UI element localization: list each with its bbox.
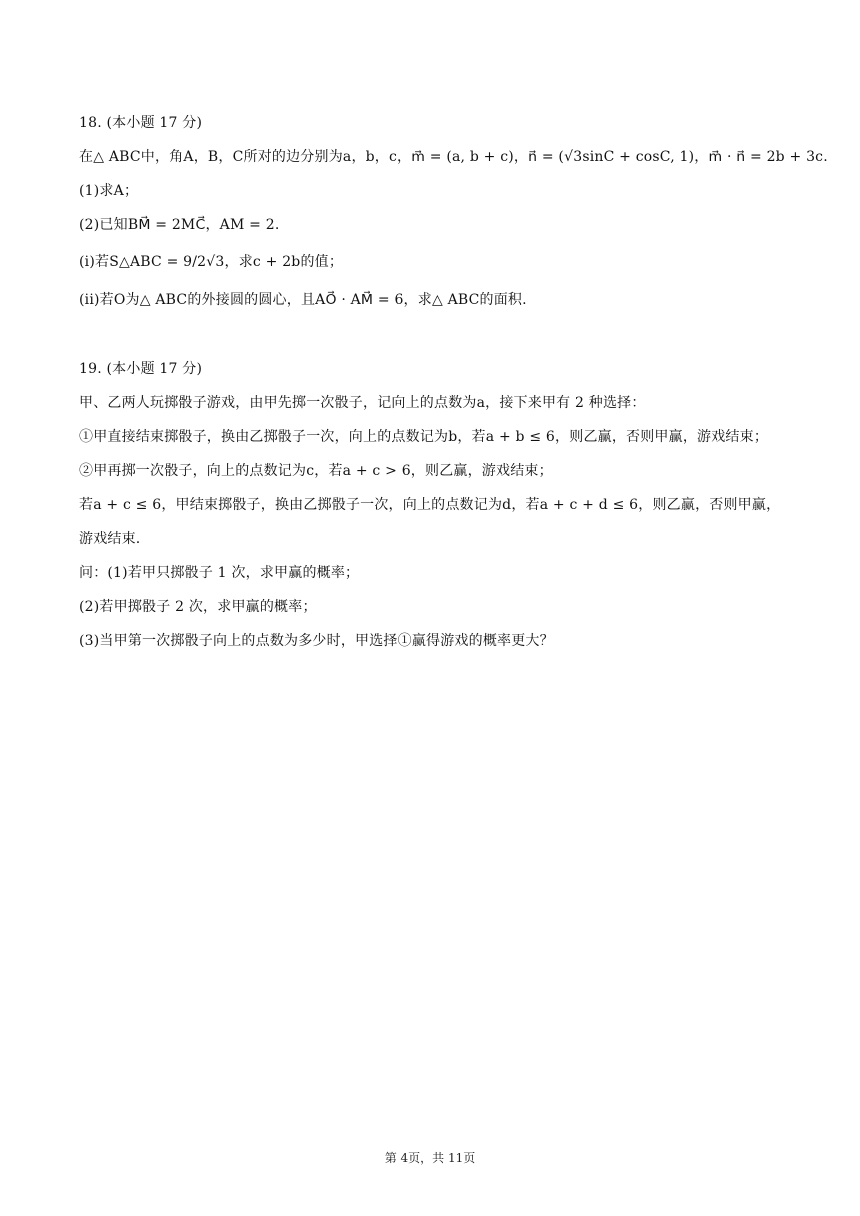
page-number-footer: 第 4页，共 11页 [384, 1151, 476, 1165]
question-19-option2-continued: 若a + c ≤ 6，甲结束掷骰子，换由乙掷骰子一次，向上的点数记为d，若a + c + d ≤ 6，则乙赢，否则甲赢， [79, 497, 781, 513]
question-18-part2-i: (i)若S△ABC = 9/2√3，求c + 2b的值； [79, 254, 344, 270]
question-19-heading: 19. (本小题 17 分) [79, 361, 203, 377]
question-19-option1: ①甲直接结束掷骰子，换由乙掷骰子一次，向上的点数记为b，若a + b ≤ 6，则乙赢，否则甲赢，游戏结束； [79, 429, 769, 445]
question-19-ask3: (3)当甲第一次掷骰子向上的点数为多少时，甲选择①赢得游戏的概率更大？ [79, 633, 554, 649]
question-18-part2: (2)已知BM⃗ = 2MC⃗，AM = 2. [79, 217, 280, 233]
question-18-heading: 18. (本小题 17 分) [79, 115, 203, 131]
question-19-intro: 甲、乙两人玩掷骰子游戏，由甲先掷一次骰子，记向上的点数为a，接下来甲有 2 种选择： [79, 395, 646, 411]
question-19-option2: ②甲再掷一次骰子，向上的点数记为c，若a + c > 6，则乙赢，游戏结束； [79, 463, 553, 479]
question-19-ask2: (2)若甲掷骰子 2 次，求甲赢的概率； [79, 599, 317, 615]
question-18-part1: (1)求A； [79, 183, 139, 199]
question-18-stem: 在△ ABC中，角A，B，C所对的边分别为a，b，c，m⃗ = (a, b + c)，n⃗ = (√3sinC + cosC, 1)，m⃗ · n⃗ = 2b + 3c. [79, 149, 828, 165]
question-19-option2-end: 游戏结束. [79, 531, 141, 547]
question-19-ask1: 问：(1)若甲只掷骰子 1 次，求甲赢的概率； [79, 565, 360, 581]
question-18-part2-ii: (ii)若O为△ ABC的外接圆的圆心，且AO⃗ · AM⃗ = 6，求△ ABC的面积. [79, 292, 527, 308]
